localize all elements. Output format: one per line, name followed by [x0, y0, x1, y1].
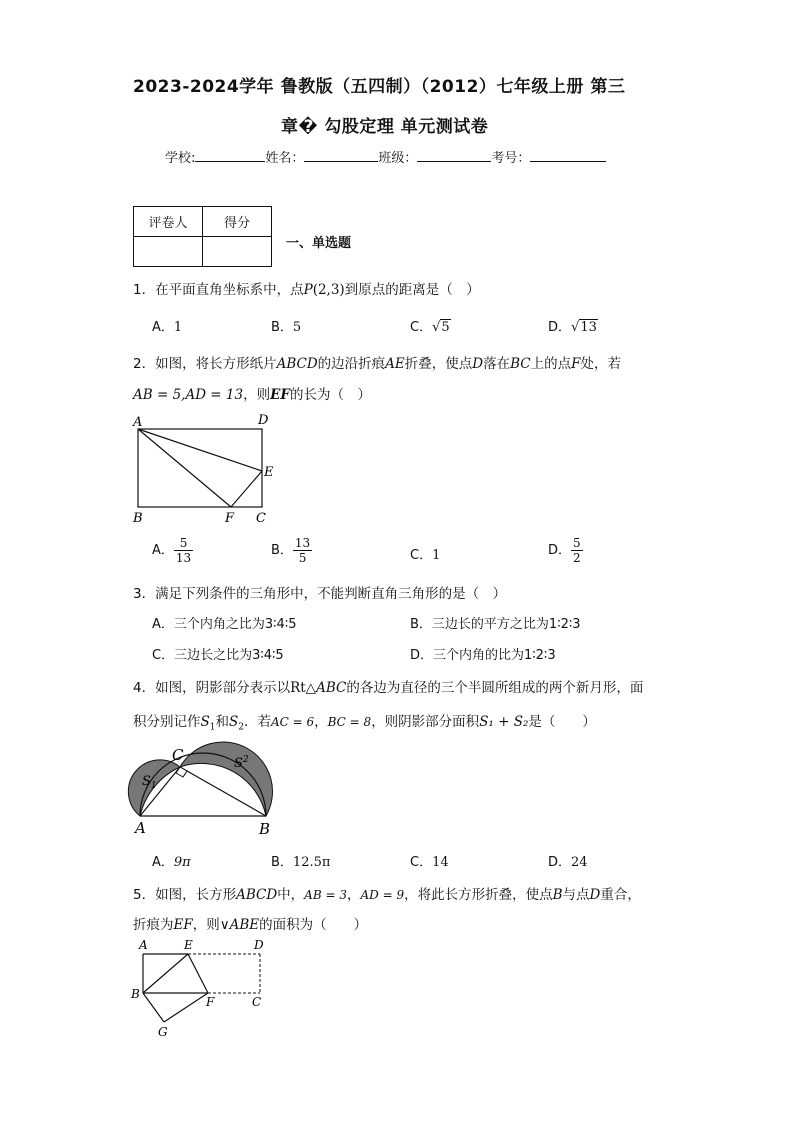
fold-line-ef — [188, 954, 208, 993]
question-3-option-a[interactable]: A．三个内角之比为3∶4∶5 — [152, 617, 297, 632]
segment-gf — [164, 993, 208, 1022]
question-5-figure — [126, 935, 276, 1045]
section-title: 一、单选题 — [286, 236, 352, 251]
question-5-stem-line1: 5．如图，长方形ABCD中，AB = 3，AD = 9，将此长方形折叠，使点B与点D重合， — [133, 887, 641, 903]
label-e: E — [264, 465, 274, 480]
segment-af — [138, 429, 231, 507]
segment-be — [143, 954, 188, 993]
question-1-option-a[interactable]: A．1 — [152, 320, 183, 335]
question-3-option-b[interactable]: B．三边长的平方之比为1∶2∶3 — [410, 617, 581, 632]
label-s2: $S^2$ — [234, 755, 249, 771]
score-table — [133, 206, 272, 267]
label-a: A — [133, 415, 143, 430]
class-label: 班级： — [378, 151, 418, 166]
grader-header: 评卷人 — [134, 207, 203, 237]
question-5-stem-line2: 折痕为EF，则∨ABE的面积为（ ） — [133, 917, 368, 933]
question-4-option-c[interactable]: C．14 — [410, 855, 449, 870]
page-title-line2: 章� 勾股定理 单元测试卷 — [281, 117, 489, 137]
label-a: A — [139, 938, 148, 952]
label-b: B — [131, 987, 140, 1001]
school-field[interactable] — [195, 161, 265, 162]
segment-fe — [231, 471, 262, 507]
label-f: F — [225, 511, 235, 526]
question-3-stem: 3．满足下列条件的三角形中，不能判断直角三角形的是（ ） — [133, 586, 507, 602]
label-b: B — [259, 820, 271, 838]
label-c: C — [256, 511, 266, 526]
question-4-option-a[interactable]: A．9π — [152, 855, 191, 870]
score-cell[interactable] — [203, 237, 272, 267]
question-2-option-b[interactable]: B． $\frac{13}{5}$ — [271, 536, 311, 565]
segment-bg — [143, 993, 164, 1022]
label-c: C — [172, 746, 184, 764]
label-c: C — [252, 995, 262, 1009]
question-4-stem-line1: 4．如图，阴影部分表示以Rt△ABC的各边为直径的三个半圆所组成的两个新月形，面 — [133, 680, 644, 696]
question-3-option-c[interactable]: C．三边长之比为3∶4∶5 — [152, 648, 284, 663]
question-1-option-b[interactable]: B．5 — [271, 320, 302, 335]
class-field[interactable] — [417, 161, 491, 162]
label-s1: $S_1$ — [142, 774, 157, 791]
label-d: D — [254, 938, 264, 952]
label-d: D — [258, 413, 269, 428]
question-2-stem-line1: 2．如图，将长方形纸片ABCD的边沿折痕AE折叠，使点D落在BC上的点F处，若 — [133, 356, 621, 372]
label-e: E — [184, 938, 193, 952]
question-1-stem: 1．在平面直角坐标系中，点P(2,3)到原点的距离是（ ） — [133, 282, 480, 298]
question-1-option-d[interactable]: D．√13 — [548, 320, 597, 335]
fold-line-ae — [138, 429, 262, 471]
rect-abfc — [138, 429, 262, 507]
question-3-option-d[interactable]: D．三个内角的比为1∶2∶3 — [410, 648, 556, 663]
page-title-line1: 2023-2024学年 鲁教版（五四制）（2012）七年级上册 第三 — [133, 77, 626, 97]
label-a: A — [135, 819, 146, 837]
question-2-option-c[interactable]: C．1 — [410, 548, 441, 563]
student-info-line — [165, 147, 606, 166]
grader-cell[interactable] — [134, 237, 203, 267]
label-b: B — [133, 511, 143, 526]
score-header: 得分 — [203, 207, 272, 237]
question-4-option-b[interactable]: B．12.5π — [271, 855, 331, 870]
question-2-figure — [126, 410, 286, 528]
label-g: G — [158, 1025, 168, 1039]
number-field[interactable] — [530, 161, 606, 162]
question-2-stem-line2: AB = 5,AD = 13，则EF的长为（ ） — [133, 387, 371, 403]
question-2-option-d[interactable]: D． $\frac{5}{2}$ — [548, 536, 581, 565]
label-f: F — [206, 995, 215, 1009]
name-label: 姓名： — [265, 151, 305, 166]
question-4-stem-line2: 积分别记作$S_1$和$S_2$．若AC = 6，BC = 8，则阴影部分面积S₁ + S₂是（ ） — [133, 714, 596, 733]
question-2-option-a[interactable]: A． $\frac{5}{13}$ — [152, 536, 192, 565]
question-1-option-c[interactable]: C．√5 — [410, 320, 450, 335]
question-4-figure — [126, 740, 286, 840]
name-field[interactable] — [304, 161, 378, 162]
question-4-option-d[interactable]: D．24 — [548, 855, 588, 870]
number-label: 考号： — [491, 151, 531, 166]
school-label: 学校: — [165, 151, 196, 166]
